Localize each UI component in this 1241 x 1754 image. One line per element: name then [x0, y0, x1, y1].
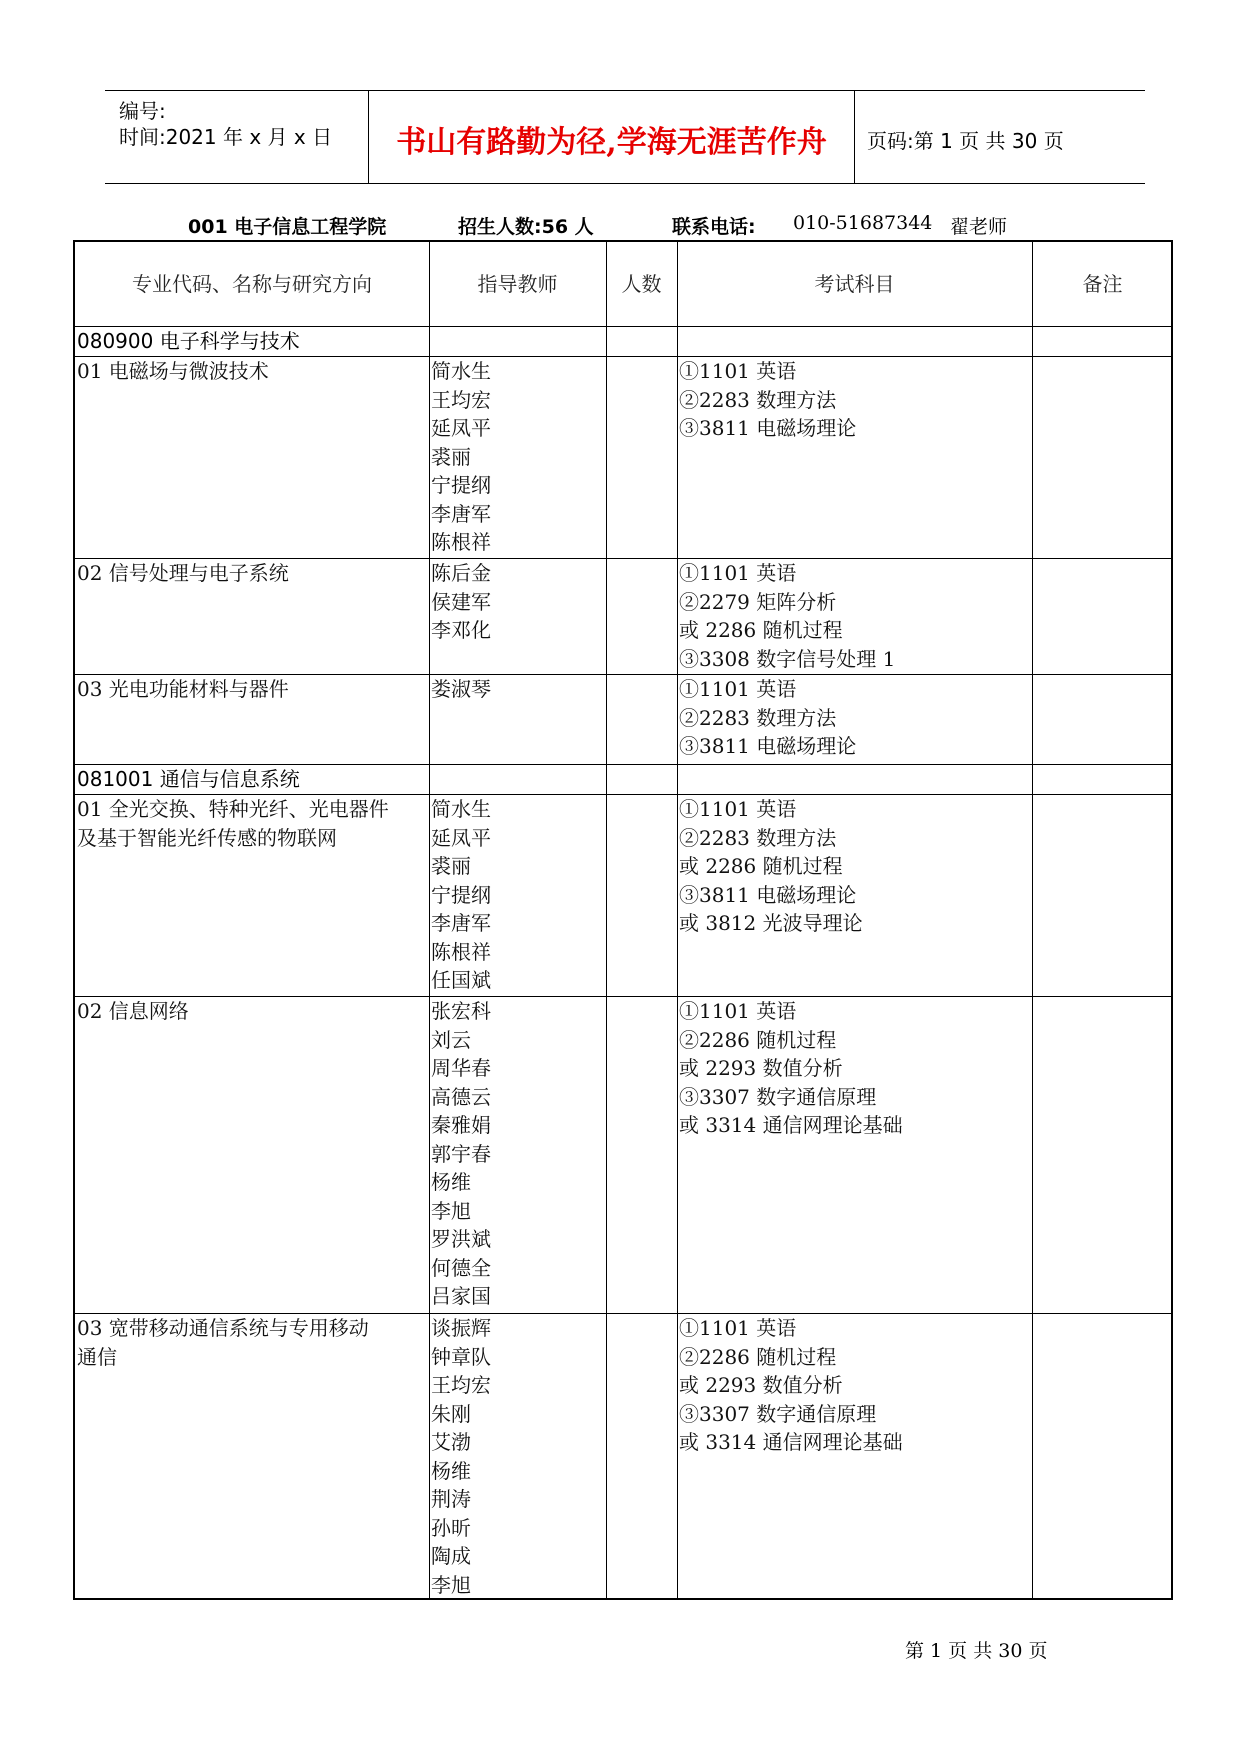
school-name: 001 电子信息工程学院: [188, 216, 387, 238]
exam-subjects: ①1101 英语 ②2283 数理方法 ③3811 电磁场理论: [679, 677, 857, 758]
major-title: 080900 电子科学与技术: [77, 329, 300, 353]
exam-subjects: ①1101 英语 ②2279 矩阵分析 或 2286 随机过程 ③3308 数字信号处理 1: [679, 561, 896, 671]
header-count: 人数: [621, 272, 662, 296]
page-footer: 第 1 页 共 30 页: [905, 1640, 1048, 1662]
advisor-list: 简水生 延凤平 裘丽 宁提纲 李唐军 陈根祥 任国斌: [431, 797, 491, 992]
exam-subjects: ①1101 英语 ②2283 数理方法 或 2286 随机过程 ③3811 电磁场理论 或 3812 光波导理论: [679, 797, 863, 935]
phone-number: 010-51687344: [793, 212, 933, 234]
advisor-list: 娄淑琴: [431, 677, 491, 701]
col-divider: [429, 242, 430, 1598]
research-direction: 02 信息网络: [77, 999, 189, 1023]
phone-label: 联系电话:: [672, 216, 756, 238]
exam-subjects: ①1101 英语 ②2286 随机过程 或 2293 数值分析 ③3307 数字通信原理 或 3314 通信网理论基础: [679, 1316, 903, 1454]
research-direction: 01 全光交换、特种光纤、光电器件 及基于智能光纤传感的物联网: [77, 797, 389, 850]
document-number-label: 编号:: [119, 99, 166, 123]
advisor-list: 简水生 王均宏 延凤平 裘丽 宁提纲 李唐军 陈根祥: [431, 359, 491, 554]
admissions-table: [73, 240, 1173, 1600]
header-meta-cell: [105, 91, 369, 183]
header-advisor: 指导教师: [477, 272, 558, 296]
col-divider: [606, 242, 607, 1598]
header-motto: 书山有路勤为径,学海无涯苦作舟: [396, 125, 827, 160]
advisor-list: 陈后金 侯建军 李邓化: [431, 561, 491, 642]
enrollment-count: 招生人数:56 人: [458, 216, 594, 238]
research-direction: 03 光电功能材料与器件: [77, 677, 289, 701]
document-header: [105, 90, 1145, 184]
major-title: 081001 通信与信息系统: [77, 767, 300, 791]
advisor-list: 谈振辉 钟章队 王均宏 朱刚 艾渤 杨维 荆涛 孙昕 陶成 李旭: [431, 1316, 491, 1597]
research-direction: 03 宽带移动通信系统与专用移动 通信: [77, 1316, 369, 1369]
exam-subjects: ①1101 英语 ②2286 随机过程 或 2293 数值分析 ③3307 数字通信原理 或 3314 通信网理论基础: [679, 999, 903, 1137]
document-time-label: 时间:2021 年 x 月 x 日: [119, 125, 333, 149]
header-motto-cell: [369, 91, 855, 183]
contact-teacher: 翟老师: [950, 216, 1008, 238]
research-direction: 02 信号处理与电子系统: [77, 561, 289, 585]
col-divider: [1032, 242, 1033, 1598]
header-page-cell: [855, 91, 1145, 183]
header-notes: 备注: [1082, 272, 1123, 296]
col-divider: [677, 242, 678, 1598]
header-direction: 专业代码、名称与研究方向: [132, 272, 372, 296]
exam-subjects: ①1101 英语 ②2283 数理方法 ③3811 电磁场理论: [679, 359, 857, 440]
header-exams: 考试科目: [814, 272, 895, 296]
advisor-list: 张宏科 刘云 周华春 高德云 秦雅娟 郭宇春 杨维 李旭 罗洪斌 何德全 吕家国: [431, 999, 491, 1308]
header-page-label: 页码:第 1 页 共 30 页: [867, 129, 1064, 153]
research-direction: 01 电磁场与微波技术: [77, 359, 269, 383]
